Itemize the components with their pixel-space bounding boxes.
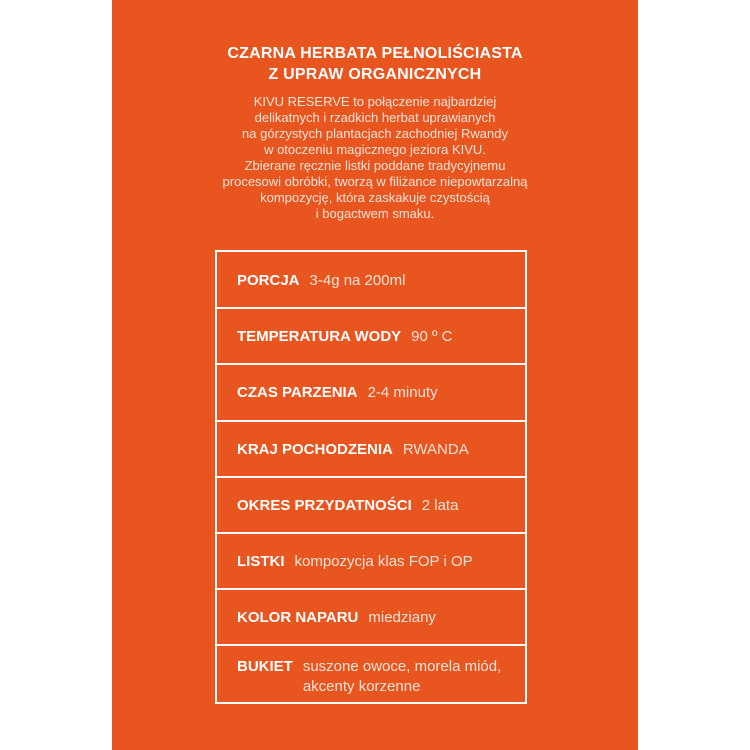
spec-value: 2 lata	[421, 496, 459, 514]
spec-label: KRAJ POCHODZENIA	[237, 440, 393, 458]
title-line-2: Z UPRAW ORGANICZNYCH	[268, 66, 482, 83]
spec-value: kompozycja klas FOP i OP	[294, 552, 473, 570]
spec-row-okres	[217, 478, 525, 532]
spec-value: suszone owoce, morela miód, akcenty korzenne	[302, 658, 502, 695]
spec-row-kolor	[217, 590, 525, 644]
spec-label: PORCJA	[237, 271, 300, 289]
spec-label: BUKIET	[237, 658, 293, 675]
spec-label: KOLOR NAPARU	[237, 608, 359, 626]
spec-row-bukiet	[217, 646, 525, 702]
description-line: procesowi obróbki, tworzą w filiżance niepowtarzalną	[222, 174, 528, 189]
product-description	[112, 94, 638, 222]
specs-table	[215, 250, 527, 704]
spec-value: 3-4g na 200ml	[309, 271, 406, 289]
spec-label: OKRES PRZYDATNOŚCI	[237, 496, 412, 514]
product-title	[112, 43, 638, 85]
spec-row-listki	[217, 534, 525, 588]
description-line: i bogactwem smaku.	[315, 206, 435, 221]
product-panel	[112, 0, 638, 750]
description-line: kompozycję, która zaskakuje czystością	[260, 190, 490, 205]
spec-row-temperatura	[217, 309, 525, 363]
spec-value: RWANDA	[402, 440, 469, 458]
spec-row-porcja	[217, 252, 525, 308]
spec-label: LISTKI	[237, 552, 285, 570]
spec-value: miedziany	[368, 608, 436, 626]
title-line-1: CZARNA HERBATA PEŁNOLIŚCIASTA	[227, 45, 523, 62]
description-line: Zbierane ręcznie listki poddane tradycyjnemu	[244, 158, 506, 173]
spec-label: TEMPERATURA WODY	[237, 327, 402, 345]
description-line: KIVU RESERVE to połączenie najbardziej	[253, 94, 497, 109]
description-line: delikatnych i rzadkich herbat uprawianych	[254, 110, 496, 125]
spec-value: 2-4 minuty	[367, 384, 438, 401]
spec-row-czas	[217, 365, 525, 420]
description-line: na górzystych plantacjach zachodniej Rwandy	[242, 126, 508, 141]
spec-row-kraj	[217, 422, 525, 476]
description-line: w otoczeniu magicznego jeziora KIVU.	[264, 142, 486, 157]
spec-value: 90 º C	[411, 327, 453, 345]
spec-label: CZAS PARZENIA	[237, 384, 358, 401]
